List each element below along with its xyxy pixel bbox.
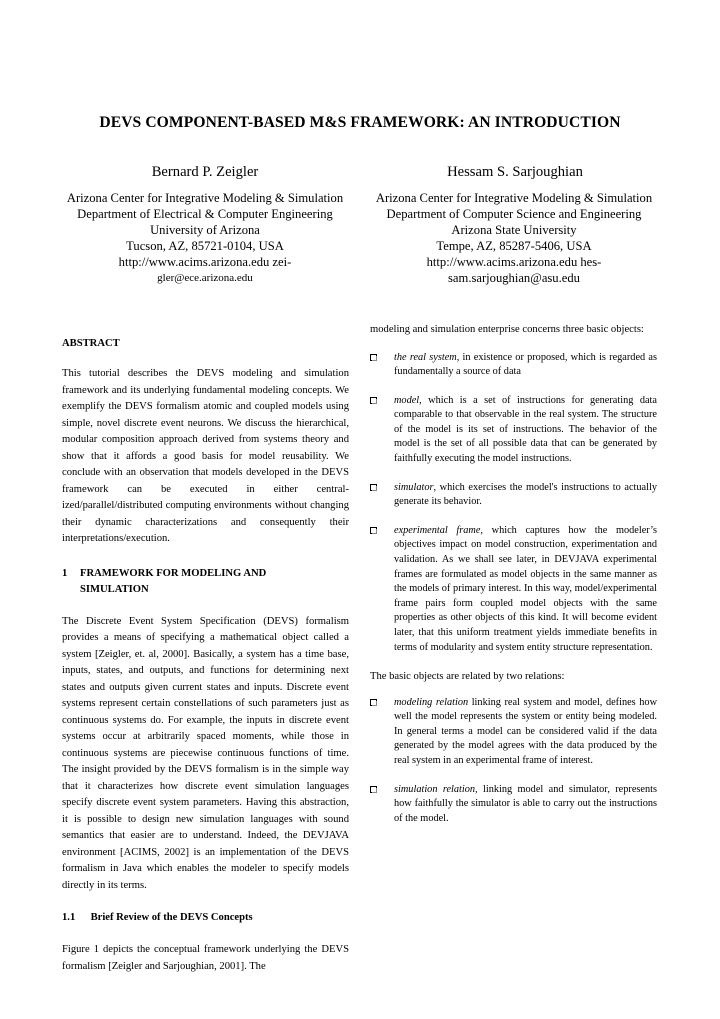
list-item [370,696,657,769]
abstract-heading: ABSTRACT [62,338,120,349]
section-1-1-number: 1.1 [62,912,76,923]
affiliation-line: Tempe, AZ, 85287-5406, USA [436,239,592,253]
affiliation-line: http://www.acims.arizona.edu hes- [426,255,602,269]
basic-objects-list [370,351,657,656]
list-item-term: simulator [394,481,434,493]
author-name-1: Bernard P. Zeigler [151,164,259,180]
relations-list [370,696,657,827]
checkbox-bullet-icon [370,484,377,491]
author-name-2: Hessam S. Sarjoughian [447,164,583,180]
author-email-2: sam.sarjoughian@asu.edu [448,271,580,285]
affiliation-line: Arizona Center for Integrative Modeling & Simulation [375,191,653,205]
list-item-text: linking model and simulator, represents how faithfully the simulator is able to carry out the instructions of the model. [394,783,657,824]
section-1-title-line-1: FRAMEWORK FOR MODELING AND [80,567,267,579]
right-column [370,322,657,826]
left-column [62,336,349,975]
abstract-text: This tutorial describes the DEVS modeling and simulation framework and its underlying fundamental modeling concepts. We exemplify the DEVS formalism atomic and coupled models using simple, novel discrete event neurons. We discuss the hierarchical, modular composition approach derived from systems theory and show that it affords a good basis for model reusability. We conclude with an observation that models developed in the DEVS framework can be executed in either central-ized/parallel/distributed computing environments without changing their dynamic characterizations and consequently their interpretations/execution. [62,368,349,544]
list-item [370,524,657,655]
checkbox-bullet-icon [370,527,377,534]
affiliation-line: University of Arizona [150,223,260,237]
section-1-title-line-2: SIMULATION [80,583,149,595]
list-item-term: the real system, [394,351,460,363]
checkbox-bullet-icon [370,354,377,361]
list-item-term: simulation relation, [394,783,478,795]
affiliation-line: Department of Electrical & Computer Engineering [77,207,333,221]
paper-title: DEVS COMPONENT-BASED M&S FRAMEWORK: AN INTRODUCTION [99,114,621,131]
list-item-text: in existence or proposed, which is regarded as fundamentally a source of data [394,351,657,378]
list-item-text: linking real system and model, defines how well the model represents the system or entity being modeled. In general terms a model can be considered valid if the data generated by the model agrees with the data produced by the real system in an experimental frame of interest. [394,696,657,767]
section-1-1-text: Figure 1 depicts the conceptual framework underlying the DEVS formalism [Zeigler and Sarjoughian, 2001]. The [62,944,349,972]
author-affiliation-2 [354,190,674,286]
section-1-1-heading [62,910,349,926]
right-intro-text: modeling and simulation enterprise concerns three basic objects: [370,324,644,335]
affiliation-line: Department of Computer Science and Engineering [386,207,642,221]
relations-intro-text: The basic objects are related by two relations: [370,671,565,683]
section-1-1-title: Brief Review of the DEVS Concepts [90,912,253,923]
list-item-term: model [394,394,420,406]
list-item-term: experimental frame, [394,524,483,536]
list-item-text: , which is a set of instructions for generating data comparable to that observable in the real system. The structure of the model is its set of instructions. The behavior of the model is the set of all possible data that can be generated by faithfully executing the model instructions. [394,394,657,465]
section-1-heading [62,566,349,598]
author-affiliation-1 [45,190,365,286]
list-item [370,481,657,510]
affiliation-line: Tucson, AZ, 85721-0104, USA [126,239,284,253]
affiliation-line: http://www.acims.arizona.edu zei- [118,255,292,269]
author-email-1: gler@ece.arizona.edu [157,272,253,284]
list-item [370,783,657,827]
affiliation-line: Arizona Center for Integrative Modeling & Simulation [66,191,344,205]
list-item-text: , which exercises the model's instructions to actually generate its behavior. [394,481,657,508]
checkbox-bullet-icon [370,397,377,404]
list-item [370,351,657,380]
checkbox-bullet-icon [370,786,377,793]
section-1-number: 1 [62,567,68,579]
checkbox-bullet-icon [370,699,377,706]
list-item [370,394,657,467]
list-item-text: which captures how the modeler’s objectives impact on model construction, experimentation and validation. As we shall see later, in DEVJAVA experimental frames are formulated as model objects in the same manner as the models of primary interest. In this way, model/experimental frame pairs form coupled model objects with the same properties as other objects of this kind. It will become evident later, that this uniform treatment yields immediate benefits in terms of modularity and system entity structure representation. [394,524,657,653]
section-1-text: The Discrete Event System Specification (DEVS) formalism provides a means of specifying a mathematical object called a system [Zeigler, et. al, 2000]. Basically, a system has a time base, inputs, states, and outputs, and functions for determining next states and outputs given current states and inputs. Discrete event systems represent certain constellations of such parameters just as continuous systems do. For example, the inputs in discrete event systems occur at arbitrarily spaced moments, while those in continuous systems are piecewise continuous functions of time. The insight provided by the DEVS formalism is in the simple way that it characterizes how discrete event simulation languages specify discrete event system parameters. Having this abstraction, it is possible to design new simulation languages with sound semantics that easier are to understand. Indeed, the DEVJAVA environment [ACIMS, 2002] is an implementation of the DEVS formalism in Java which enables the modeler to specify models directly in its terms. [62,615,349,891]
list-item-term: modeling relation [394,696,469,708]
affiliation-line: Arizona State University [451,223,577,237]
